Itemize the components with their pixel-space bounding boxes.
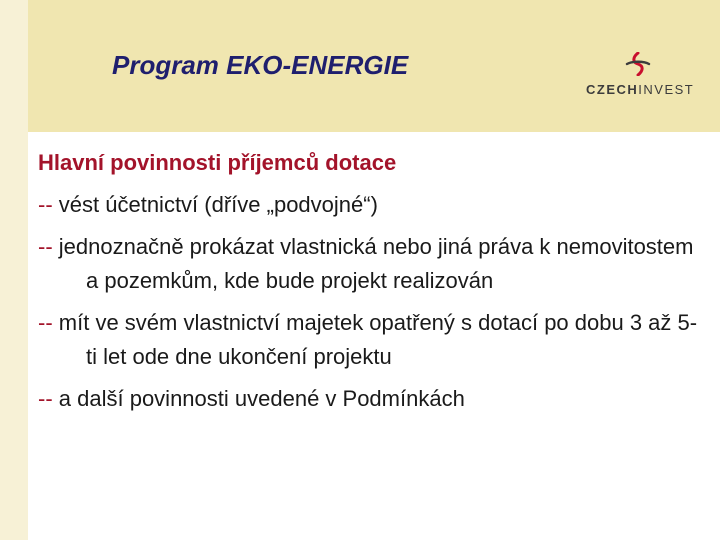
czechinvest-swirl-icon [624,52,652,76]
logo-text-invest: INVEST [638,82,695,97]
list-item [38,188,698,222]
logo-text-czech: CZECH [586,82,639,97]
list-item [38,382,698,416]
list-item [38,230,698,298]
item-text: jednoznačně prokázat vlastnická nebo jiná práva k nemovitostem a pozemkům, kde bude projekt realizován [58,234,694,293]
item-dash: -- [38,192,53,217]
slide-content [38,150,698,424]
item-text: a další povinnosti uvedené v Podmínkách [58,386,465,411]
item-dash: -- [38,234,53,259]
item-text: mít ve svém vlastnictví majetek opatřený s dotací po dobu 3 až 5-ti let ode dne ukončení projektu [58,310,698,369]
item-dash: -- [38,310,53,335]
czechinvest-logo [582,52,694,98]
item-dash: -- [38,386,53,411]
list-item [38,306,698,374]
item-text: vést účetnictví (dříve „podvojné“) [58,192,378,217]
logo-text [586,82,694,97]
slide-subtitle: Hlavní povinnosti příjemců dotace [38,150,397,175]
slide-title: Program EKO-ENERGIE [112,50,409,80]
left-stripe [0,0,28,540]
